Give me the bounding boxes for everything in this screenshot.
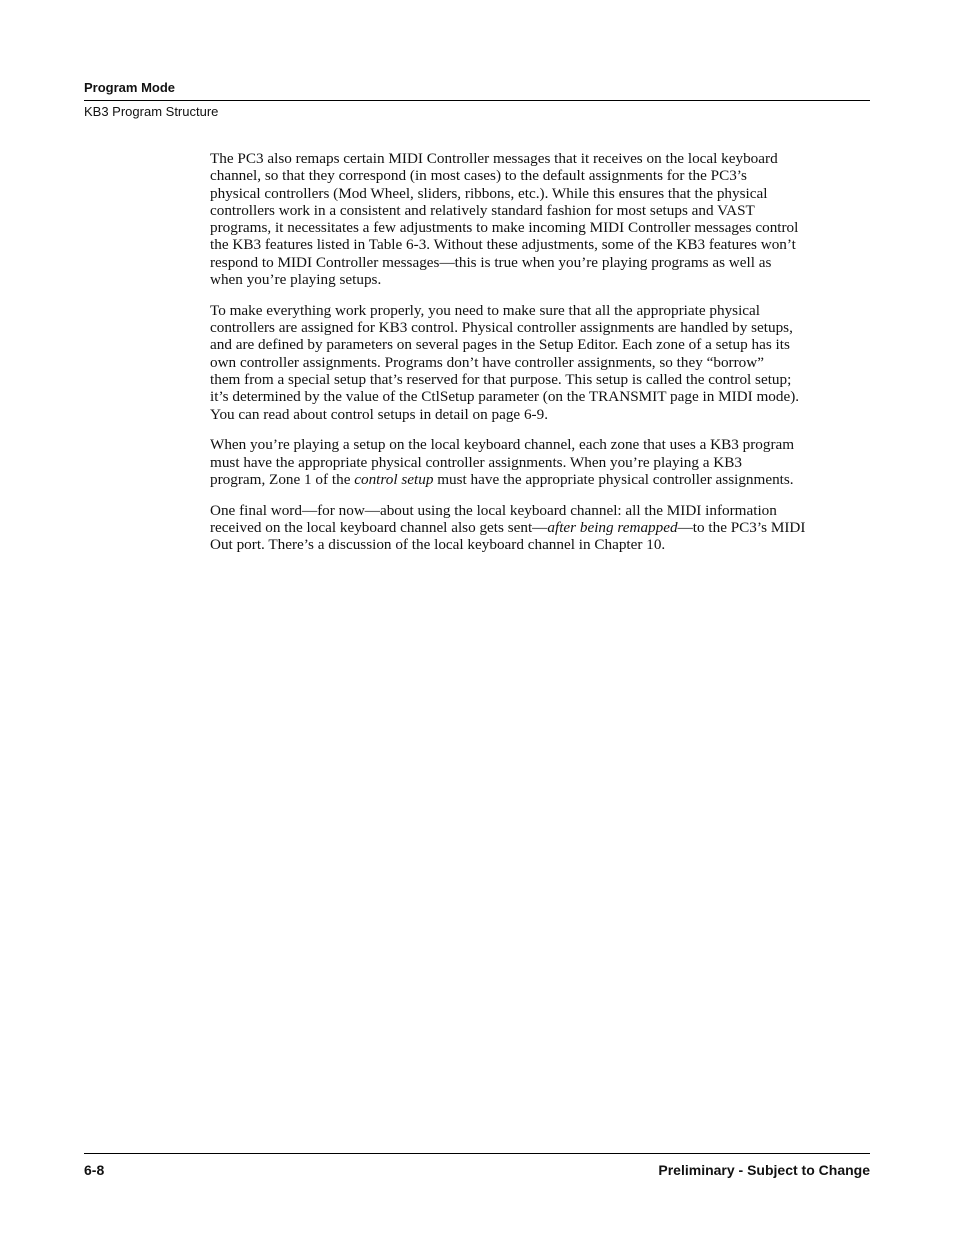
text-run: received on the local keyboard channel also gets sent— xyxy=(210,519,548,537)
text-run: —to the PC3’s MIDI xyxy=(677,519,806,537)
text-line: when you’re playing setups. xyxy=(210,271,382,289)
text-line: it’s determined by the value of the CtlSetup parameter (on the TRANSMIT page in MIDI mode). xyxy=(210,388,800,406)
text-line: One final word—for now—about using the local keyboard channel: all the MIDI information xyxy=(210,501,777,519)
text-line: the KB3 features listed in Table 6-3. Without these adjustments, some of the KB3 features won’t xyxy=(210,236,796,254)
text-line: Out port. There’s a discussion of the local keyboard channel in Chapter 10. xyxy=(210,536,666,554)
page-header xyxy=(84,80,870,120)
italic-term: after being remapped xyxy=(547,519,678,537)
text-line: The PC3 also remaps certain MIDI Controller messages that it receives on the local keyboard xyxy=(210,150,778,167)
subsection-title: KB3 Program Structure xyxy=(84,104,219,119)
text-line: own controller assignments. Programs don’t have controller assignments, so they “borrow” xyxy=(210,353,764,371)
text-line: You can read about control setups in detail on page 6-9. xyxy=(210,405,548,423)
paragraph-control-setup xyxy=(210,302,870,423)
text-line: physical controllers (Mod Wheel, sliders, ribbons, etc.). While this ensures that the physical xyxy=(210,184,768,202)
page-footer xyxy=(84,1153,870,1179)
text-run: program, Zone 1 of the xyxy=(210,471,355,489)
footer-divider xyxy=(84,1153,870,1154)
text-line: controllers are assigned for KB3 control. Physical controller assignments are handled by setups, xyxy=(210,319,793,337)
body-text xyxy=(210,150,870,567)
page-number: 6-8 xyxy=(84,1162,105,1178)
text-line: them from a special setup that’s reserved for that purpose. This setup is called the control setup; xyxy=(210,371,792,389)
text-line: and are defined by parameters on several pages in the Setup Editor. Each zone of a setup has its xyxy=(210,336,790,354)
text-run: must have the appropriate physical controller assignments. xyxy=(433,471,794,489)
paragraph-final-word xyxy=(210,502,870,554)
paragraph-local-channel xyxy=(210,436,870,488)
text-line: To make everything work properly, you need to make sure that all the appropriate physical xyxy=(210,301,761,319)
section-title: Program Mode xyxy=(84,80,176,95)
text-line xyxy=(210,471,870,488)
text-line: When you’re playing a setup on the local keyboard channel, each zone that uses a KB3 program xyxy=(210,436,795,454)
text-line xyxy=(210,519,870,536)
footer-notice: Preliminary - Subject to Change xyxy=(658,1162,870,1178)
text-line: controllers work in a consistent and relatively standard fashion for most setups and VAST xyxy=(210,201,755,219)
text-line: programs, it necessitates a few adjustments to make incoming MIDI Controller messages control xyxy=(210,219,799,237)
footer-row xyxy=(84,1161,870,1179)
text-line: must have the appropriate physical controller assignments. When you’re playing a KB3 xyxy=(210,453,742,471)
italic-term: control setup xyxy=(354,471,434,489)
header-divider xyxy=(84,100,870,101)
paragraph-remapping xyxy=(210,150,870,288)
text-line: respond to MIDI Controller messages—this is true when you’re playing programs as well as xyxy=(210,253,772,271)
text-line: channel, so that they correspond (in most cases) to the default assignments for the PC3’s xyxy=(210,167,747,185)
